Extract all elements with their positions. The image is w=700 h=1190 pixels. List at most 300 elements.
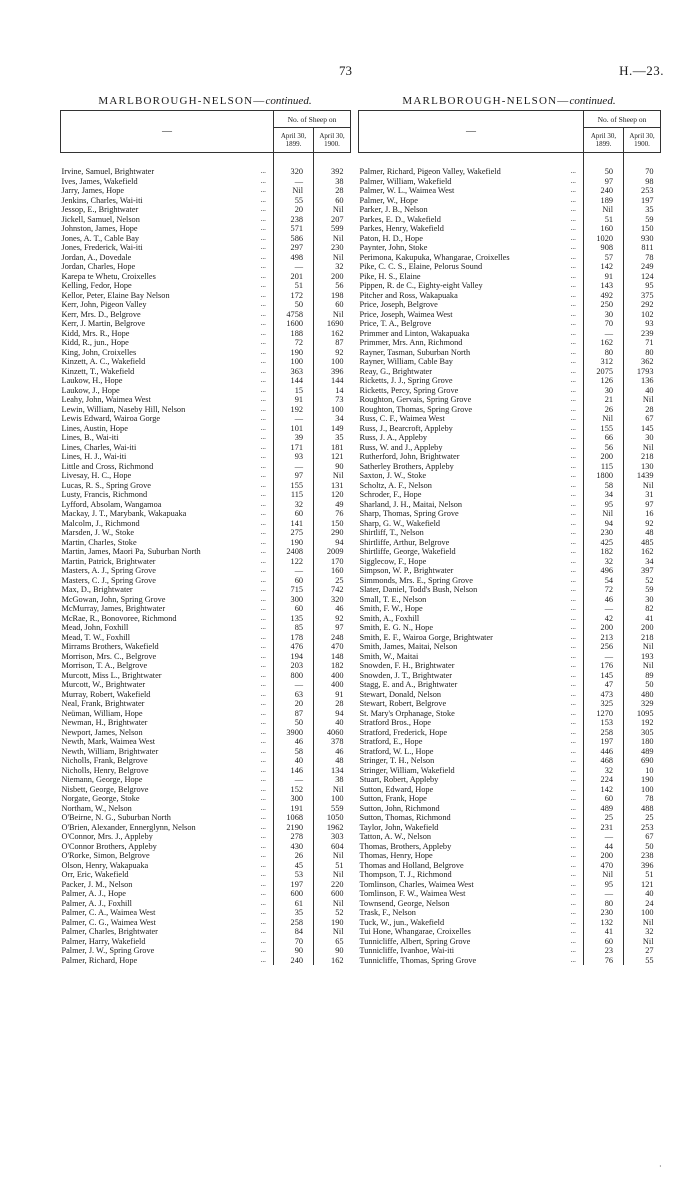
leader-dots: ... <box>260 908 266 916</box>
sheep-1900-cell: 56 <box>314 281 351 291</box>
sheep-1899-cell: Nil <box>274 186 314 196</box>
sheep-1900-cell: 1962 <box>314 823 351 833</box>
leader-dots: ... <box>260 528 266 536</box>
sheep-1900-cell: 92 <box>314 614 351 624</box>
sheep-1899-cell: — <box>584 652 624 662</box>
leader-dots: ... <box>260 357 266 365</box>
sheep-1900-cell: 71 <box>624 338 661 348</box>
owner-name-cell: Saxton, J. W., Stoke <box>359 471 427 480</box>
owner-name-cell: Kelling, Fedor, Hope <box>61 281 132 290</box>
owner-name-cell: Perimona, Kakupuka, Whangarae, Croixelles <box>359 252 510 262</box>
sheep-1900-cell: 76 <box>314 509 351 519</box>
sheep-1900-cell: Nil <box>314 310 351 320</box>
leader-dots: ... <box>260 604 266 612</box>
sheep-1900-cell: 73 <box>314 395 351 405</box>
leader-dots: ... <box>260 841 266 850</box>
owner-name-cell: Martin, James, Maori Pa, Suburban North <box>61 547 201 556</box>
sheep-1900-cell: 239 <box>624 329 661 339</box>
table-row <box>61 633 351 643</box>
leader-dots: ... <box>260 642 266 650</box>
document-reference: H.—23. <box>619 63 664 78</box>
owner-name-cell: Tunnicliffe, Ivanhoe, Wai-iti <box>359 946 455 955</box>
sheep-1900-cell: 82 <box>624 604 661 614</box>
sheep-1899-cell: 908 <box>584 243 624 253</box>
leader-dots: ... <box>570 737 576 745</box>
sheep-1899-cell: 60 <box>584 794 624 804</box>
table-row <box>359 804 661 814</box>
table-row <box>359 452 661 462</box>
sheep-1900-cell: 100 <box>624 908 661 918</box>
sheep-1900-cell: 40 <box>624 889 661 899</box>
sheep-1900-cell: 197 <box>624 196 661 206</box>
owner-name-cell: Mirrams Brothers, Wakefield <box>61 642 159 651</box>
table-row <box>61 405 351 415</box>
table-row <box>359 813 661 823</box>
sheep-1899-cell: 171 <box>274 443 314 453</box>
sheep-1900-cell: 16 <box>624 509 661 519</box>
table-row <box>359 367 661 377</box>
table-row <box>359 186 661 196</box>
sheep-1900-cell: 25 <box>314 576 351 586</box>
leader-dots: ... <box>570 243 576 251</box>
leader-dots: ... <box>260 879 266 888</box>
leader-dots: ... <box>260 708 266 717</box>
table-row <box>359 357 661 367</box>
owner-name-cell: Newman, H., Brightwater <box>61 718 148 727</box>
table-row <box>359 709 661 719</box>
leader-dots: ... <box>570 946 576 954</box>
sheep-1900-cell: 40 <box>624 386 661 396</box>
leader-dots: ... <box>570 271 576 280</box>
sheep-1900-cell: 305 <box>624 728 661 738</box>
table-row <box>359 566 661 576</box>
table-row <box>359 642 661 652</box>
leader-dots: ... <box>570 651 576 660</box>
sheep-1899-cell: 57 <box>584 253 624 263</box>
sheep-1899-cell: 600 <box>274 889 314 899</box>
sheep-1899-cell: 26 <box>274 851 314 861</box>
sheep-1900-cell: 28 <box>314 699 351 709</box>
left-column-title <box>60 92 350 110</box>
table-row <box>359 405 661 415</box>
leader-dots: ... <box>570 670 576 679</box>
sheep-1899-cell: 50 <box>584 153 624 177</box>
leader-dots: ... <box>260 917 266 926</box>
sheep-1899-cell: 51 <box>274 281 314 291</box>
sheep-1899-cell: 72 <box>274 338 314 348</box>
owner-name-cell: Tomlinson, F. W., Waimea West <box>359 889 466 898</box>
sheep-1899-cell: 93 <box>274 452 314 462</box>
table-row <box>61 899 351 909</box>
sheep-1899-cell: 201 <box>274 272 314 282</box>
owner-name-cell: Smith, W., Maitai <box>359 651 419 661</box>
sheep-1900-cell: 600 <box>314 889 351 899</box>
sheep-1900-cell: 329 <box>624 699 661 709</box>
sheep-1899-cell: Nil <box>584 205 624 215</box>
table-row <box>359 576 661 586</box>
owner-name-cell: Parkes, Henry, Wakefield <box>359 224 444 233</box>
sheep-1899-cell: 162 <box>584 338 624 348</box>
leader-dots: ... <box>260 575 266 584</box>
owner-name-cell: O'Connor, Mrs. J., Appleby <box>61 832 153 841</box>
owner-name-cell: Pitcher and Ross, Wakapuaka <box>359 290 458 300</box>
owner-name-cell: Lewin, William, Naseby Hill, Nelson <box>61 404 186 414</box>
sheep-1899-cell: — <box>274 462 314 472</box>
owner-name-cell: Livesay, H. C., Hope <box>61 471 132 480</box>
owner-name-cell: Ives, James, Wakefield <box>61 176 138 186</box>
table-row <box>61 680 351 690</box>
leader-dots: ... <box>260 927 266 935</box>
sheep-count-group-header: No. of Sheep on <box>584 111 661 128</box>
leader-dots: ... <box>570 290 576 299</box>
sheep-1899-cell: 1800 <box>584 471 624 481</box>
table-row <box>359 718 661 728</box>
leader-dots: ... <box>260 756 266 764</box>
sheep-1899-cell: 94 <box>584 519 624 529</box>
table-row <box>61 709 351 719</box>
leader-dots: ... <box>570 727 576 736</box>
owner-name-cell: Smith, A., Foxhill <box>359 613 420 623</box>
table-row <box>359 234 661 244</box>
sheep-1900-cell: 32 <box>624 927 661 937</box>
sheep-1899-cell: 63 <box>274 690 314 700</box>
table-row <box>61 329 351 339</box>
sheep-1900-cell: 100 <box>314 794 351 804</box>
owner-name-cell: Kinzett, A. C., Wakefield <box>61 357 146 366</box>
owner-name-cell: Rutherford, John, Brightwater <box>359 452 460 461</box>
table-row <box>359 291 661 301</box>
table-row <box>61 889 351 899</box>
sheep-1900-cell: 218 <box>624 633 661 643</box>
leader-dots: ... <box>260 813 266 821</box>
sheep-1899-cell: 50 <box>274 718 314 728</box>
sheep-1900-cell: 93 <box>624 319 661 329</box>
leader-dots: ... <box>260 281 266 289</box>
table-row <box>61 642 351 652</box>
owner-name-cell: Snowden, J. T., Brightwater <box>359 670 453 680</box>
leader-dots: ... <box>570 404 576 413</box>
owner-name-cell: Stagg, E. and A., Brightwater <box>359 680 458 689</box>
sheep-1900-cell: 1050 <box>314 813 351 823</box>
leader-dots: ... <box>260 585 266 593</box>
sheep-1899-cell: 84 <box>274 927 314 937</box>
table-row <box>359 262 661 272</box>
owner-name-cell: Newth, William, Brightwater <box>61 746 159 756</box>
sheep-1899-cell: 297 <box>274 243 314 253</box>
owner-name-cell: Tuck, W., jun., Wakefield <box>359 917 445 927</box>
sheep-1899-cell: — <box>274 566 314 576</box>
sheep-1899-cell: 50 <box>274 300 314 310</box>
sheep-1899-cell: 21 <box>584 395 624 405</box>
sheep-1900-cell: 220 <box>314 880 351 890</box>
sheep-1900-cell: 78 <box>624 794 661 804</box>
table-row <box>61 804 351 814</box>
sheep-1900-cell: 485 <box>624 538 661 548</box>
sheep-1900-cell: 25 <box>624 813 661 823</box>
leader-dots: ... <box>260 167 266 175</box>
leader-dots: ... <box>260 784 266 793</box>
owner-name-cell: Ricketts, Percy, Spring Grove <box>359 385 459 395</box>
owner-name-cell: Sutton, John, Richmond <box>359 803 440 813</box>
table-row <box>61 661 351 671</box>
sheep-1899-cell: 489 <box>584 804 624 814</box>
sheep-1900-cell: 148 <box>314 652 351 662</box>
sheep-1899-cell: 197 <box>584 737 624 747</box>
owner-name-cell: Thompson, T. J., Richmond <box>359 870 452 879</box>
sheep-1900-cell: 35 <box>624 205 661 215</box>
owner-name-cell: Newport, James, Nelson <box>61 727 143 737</box>
leader-dots: ... <box>570 936 576 945</box>
sheep-1899-cell: 54 <box>584 576 624 586</box>
sheep-1899-cell: 300 <box>274 595 314 605</box>
owner-name-cell: Jenkins, Charles, Wai-iti <box>61 195 143 205</box>
leader-dots: ... <box>260 718 266 726</box>
table-row <box>61 395 351 405</box>
owner-name-cell: Snowden, F. H., Brightwater <box>359 661 455 670</box>
sheep-1900-cell: 4060 <box>314 728 351 738</box>
owner-name-cell: Shirtliffe, Arthur, Belgrove <box>359 537 450 547</box>
sheep-1899-cell: 250 <box>584 300 624 310</box>
table-row <box>359 794 661 804</box>
leader-dots: ... <box>260 252 266 261</box>
sheep-1900-cell: 30 <box>624 433 661 443</box>
sheep-1900-cell: 1095 <box>624 709 661 719</box>
sheep-1900-cell: 10 <box>624 766 661 776</box>
table-row <box>61 357 351 367</box>
leader-dots: ... <box>260 395 266 403</box>
owner-name-cell: Johnston, James, Hope <box>61 224 138 233</box>
leader-dots: ... <box>570 528 576 536</box>
sheep-1899-cell: 34 <box>584 490 624 500</box>
owner-name-cell: Palmer, Harry, Wakefield <box>61 936 146 946</box>
sheep-1899-cell: — <box>274 177 314 187</box>
sheep-count-group-header: No. of Sheep on <box>274 111 351 128</box>
right-table-body <box>359 153 661 966</box>
table-row <box>359 253 661 263</box>
sheep-1900-cell: 480 <box>624 690 661 700</box>
leader-dots: ... <box>570 803 576 812</box>
sheep-1899-cell: 23 <box>584 946 624 956</box>
sheep-1900-cell: 930 <box>624 234 661 244</box>
table-row <box>359 918 661 928</box>
sheep-1900-cell: 249 <box>624 262 661 272</box>
owner-name-cell: Stringer, T. H., Nelson <box>359 756 435 765</box>
sheep-1900-cell: 94 <box>314 538 351 548</box>
owner-name-cell: Stratford Bros., Hope <box>359 718 431 727</box>
sheep-1900-cell: 49 <box>314 500 351 510</box>
leader-dots: ... <box>570 309 576 318</box>
owner-name-cell: Lucas, R. S., Spring Grove <box>61 480 151 490</box>
table-row <box>61 338 351 348</box>
owner-name-cell: Lusty, Francis, Richmond <box>61 490 148 499</box>
owner-name-cell: Russ, J., Bearcroft, Appleby <box>359 423 453 433</box>
leader-dots: ... <box>260 347 266 356</box>
sheep-1900-cell: Nil <box>314 471 351 481</box>
sheep-1899-cell: 492 <box>584 291 624 301</box>
table-row <box>61 538 351 548</box>
sheep-1900-cell: 162 <box>314 956 351 966</box>
leader-dots: ... <box>570 860 576 869</box>
owner-name-cell: King, John, Croixelles <box>61 347 137 357</box>
table-row <box>359 500 661 510</box>
table-row <box>61 348 351 358</box>
leader-dots: ... <box>570 442 576 451</box>
sheep-1900-cell: Nil <box>314 785 351 795</box>
leader-dots: ... <box>260 651 266 660</box>
sheep-1899-cell: 39 <box>274 433 314 443</box>
owner-name-cell: Jones, Frederick, Wai-iti <box>61 243 143 252</box>
sheep-1899-cell: 238 <box>274 215 314 225</box>
sheep-1900-cell: 182 <box>314 661 351 671</box>
table-row <box>61 262 351 272</box>
table-row <box>359 557 661 567</box>
leader-dots: ... <box>260 746 266 755</box>
owner-name-cell: Stratford, E., Hope <box>359 737 423 746</box>
sheep-1899-cell: 476 <box>274 642 314 652</box>
sheep-1900-cell: 121 <box>624 880 661 890</box>
table-row <box>359 153 661 177</box>
leader-dots: ... <box>570 195 576 204</box>
sheep-1900-cell: 67 <box>624 832 661 842</box>
table-row <box>359 243 661 253</box>
sheep-1900-cell: Nil <box>314 851 351 861</box>
leader-dots: ... <box>570 537 576 546</box>
owner-name-cell: Palmer, W. L., Waimea West <box>359 186 455 195</box>
leader-dots: ... <box>260 385 266 394</box>
owner-name-cell: Scholtz, A. F., Nelson <box>359 480 432 490</box>
leader-dots: ... <box>260 765 266 774</box>
sheep-1900-cell: 35 <box>314 433 351 443</box>
sheep-1899-cell: 42 <box>584 614 624 624</box>
sheep-1900-cell: 120 <box>314 490 351 500</box>
leader-dots: ... <box>260 442 266 451</box>
owner-name-cell: Kerr, J. Martin, Belgrove <box>61 319 146 328</box>
owner-name-cell: Stratford, Frederick, Hope <box>359 727 448 737</box>
table-row <box>61 509 351 519</box>
sheep-1899-cell: 258 <box>584 728 624 738</box>
sheep-1899-cell: 2190 <box>274 823 314 833</box>
table-row <box>359 471 661 481</box>
leader-dots: ... <box>260 537 266 546</box>
owner-name-cell: Shirtliff, T., Nelson <box>359 528 424 537</box>
leader-dots: ... <box>570 395 576 403</box>
owner-name-cell: Jessop, E., Brightwater <box>61 205 139 214</box>
sheep-1900-cell: 362 <box>624 357 661 367</box>
leader-dots: ... <box>570 300 576 308</box>
table-row <box>61 528 351 538</box>
table-row <box>359 899 661 909</box>
owner-name-cell: Nicholls, Frank, Belgrove <box>61 756 148 765</box>
table-row <box>359 215 661 225</box>
sheep-1899-cell: 30 <box>584 310 624 320</box>
table-row <box>61 595 351 605</box>
table-row <box>61 153 351 177</box>
sheep-1900-cell: 238 <box>624 851 661 861</box>
leader-dots: ... <box>260 661 266 669</box>
table-row <box>359 528 661 538</box>
sheep-1900-cell: 50 <box>624 680 661 690</box>
leader-dots: ... <box>570 632 576 641</box>
table-row <box>359 728 661 738</box>
sheep-1900-cell: Nil <box>314 870 351 880</box>
leader-dots: ... <box>260 699 266 707</box>
owner-name-cell: Northam, W., Nelson <box>61 803 132 813</box>
right-title-main: MARLBOROUGH-NELSON— <box>402 95 570 107</box>
owner-name-cell: Shirtliffe, George, Wakefield <box>359 547 456 556</box>
table-row <box>359 775 661 785</box>
owner-name-cell: Nicholls, Henry, Belgrove <box>61 765 149 775</box>
sheep-1899-cell: 240 <box>274 956 314 966</box>
sheep-1899-cell: 80 <box>584 899 624 909</box>
sheep-1900-cell: 65 <box>314 937 351 947</box>
table-row <box>359 908 661 918</box>
table-row <box>359 870 661 880</box>
sheep-1900-cell: 375 <box>624 291 661 301</box>
sheep-1899-cell: 70 <box>584 319 624 329</box>
sheep-1899-cell: 25 <box>584 813 624 823</box>
owner-name-cell: Jordan, Charles, Hope <box>61 262 136 271</box>
table-row <box>359 823 661 833</box>
table-row <box>359 329 661 339</box>
table-row <box>61 785 351 795</box>
leader-dots: ... <box>570 547 576 555</box>
leader-dots: ... <box>570 414 576 422</box>
table-row <box>61 205 351 215</box>
sheep-1900-cell: 320 <box>314 595 351 605</box>
table-row <box>61 604 351 614</box>
sheep-1899-cell: Nil <box>584 414 624 424</box>
table-row <box>61 823 351 833</box>
leader-dots: ... <box>260 186 266 194</box>
sheep-1900-cell: 396 <box>624 861 661 871</box>
owner-name-cell: Stewart, Robert, Belgrove <box>359 699 447 708</box>
sheep-1900-cell: 59 <box>624 215 661 225</box>
leader-dots: ... <box>260 499 266 508</box>
sheep-1899-cell: 300 <box>274 794 314 804</box>
table-row <box>61 880 351 890</box>
table-row <box>359 633 661 643</box>
table-row <box>61 813 351 823</box>
table-row <box>359 927 661 937</box>
leader-dots: ... <box>260 290 266 299</box>
owner-name-cell: St. Mary's Orphanage, Stoke <box>359 708 455 718</box>
table-row <box>61 747 351 757</box>
table-row <box>61 196 351 206</box>
leader-dots: ... <box>570 490 576 498</box>
table-row <box>359 272 661 282</box>
owner-name-cell: Mackay, J. T., Marybank, Wakapuaka <box>61 509 187 518</box>
sheep-1900-cell: 98 <box>624 177 661 187</box>
leader-dots: ... <box>260 946 266 954</box>
sheep-1900-cell: 46 <box>314 747 351 757</box>
leader-dots: ... <box>260 195 266 204</box>
owner-name-cell: Stratford, W. L., Hope <box>359 746 434 756</box>
owner-name-cell: Taylor, John, Wakefield <box>359 822 439 832</box>
leader-dots: ... <box>570 765 576 774</box>
table-row <box>61 566 351 576</box>
table-row <box>61 614 351 624</box>
leader-dots: ... <box>260 860 266 869</box>
leader-dots: ... <box>260 319 266 327</box>
sheep-1900-cell: 149 <box>314 424 351 434</box>
leader-dots: ... <box>260 271 266 280</box>
table-row <box>359 300 661 310</box>
leader-dots: ... <box>260 547 266 555</box>
leader-dots: ... <box>260 461 266 470</box>
leader-dots: ... <box>260 556 266 565</box>
sheep-1900-cell: 60 <box>314 300 351 310</box>
table-row <box>61 775 351 785</box>
